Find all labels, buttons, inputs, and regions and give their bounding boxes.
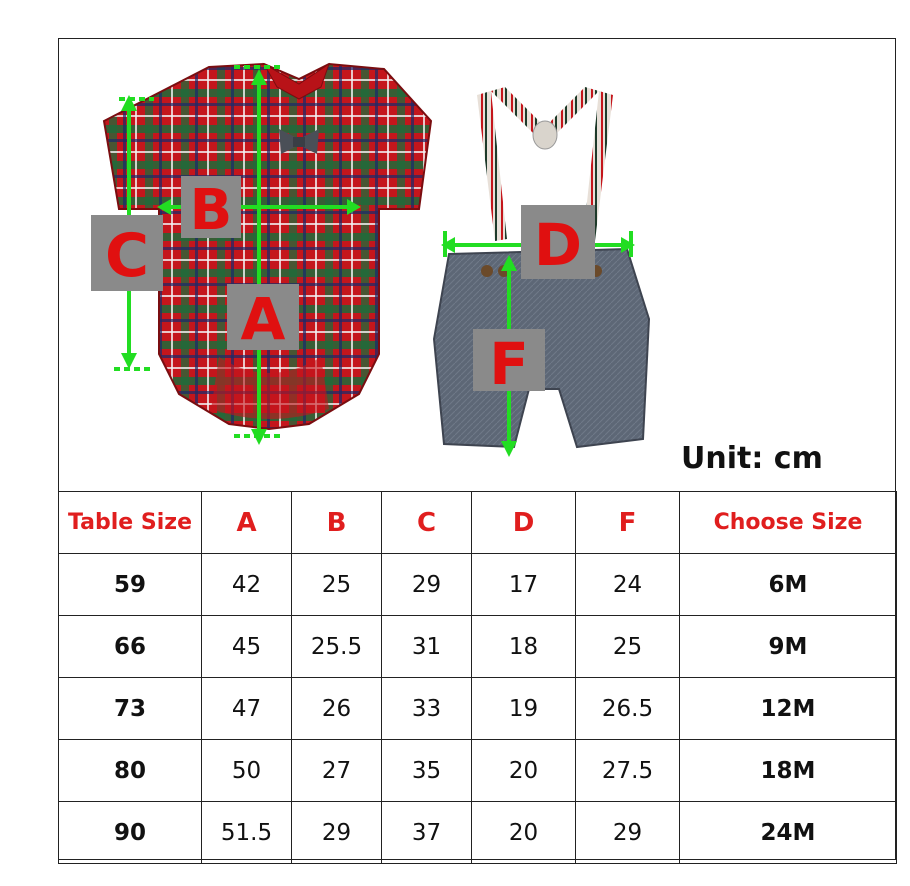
cell-b: 27 [292,740,382,802]
cell-choose-size: 6M [680,554,897,616]
cell-b: 25.5 [292,616,382,678]
table-row [59,616,897,678]
cell-f: 24 [576,554,680,616]
cell-c: 37 [382,802,472,864]
cell-d: 17 [472,554,576,616]
cell-table-size: 59 [59,554,202,616]
header-table-size: Table Size [59,492,202,554]
unit-label: Unit: cm [681,441,823,476]
cell-choose-size: 12M [680,678,897,740]
cell-table-size: 66 [59,616,202,678]
cell-d: 18 [472,616,576,678]
svg-text:D: D [533,211,583,279]
header-f: F [576,492,680,554]
cell-f: 27.5 [576,740,680,802]
header-d: D [472,492,576,554]
cell-c: 29 [382,554,472,616]
cell-b: 29 [292,802,382,864]
cell-a: 51.5 [202,802,292,864]
cell-c: 33 [382,678,472,740]
cell-f: 26.5 [576,678,680,740]
cell-b: 26 [292,678,382,740]
cell-choose-size: 18M [680,740,897,802]
cell-c: 31 [382,616,472,678]
cell-d: 20 [472,740,576,802]
cell-choose-size: 9M [680,616,897,678]
table-row [59,802,897,864]
cell-d: 20 [472,802,576,864]
label-d [521,205,595,279]
cell-table-size: 90 [59,802,202,864]
svg-text:C: C [104,221,150,291]
cell-a: 45 [202,616,292,678]
cell-table-size: 73 [59,678,202,740]
cell-f: 25 [576,616,680,678]
garment-illustration [59,39,895,491]
cell-d: 19 [472,678,576,740]
svg-text:F: F [489,330,529,398]
svg-text:B: B [189,178,233,243]
svg-text:A: A [240,285,286,353]
header-b: B [292,492,382,554]
table-row [59,678,897,740]
header-choose-size: Choose Size [680,492,897,554]
cell-a: 47 [202,678,292,740]
size-table [58,491,897,864]
label-c [91,215,163,291]
label-f [473,329,545,398]
size-chart [58,38,896,860]
label-a [227,284,299,353]
table-header-row [59,492,897,554]
cell-a: 50 [202,740,292,802]
cell-c: 35 [382,740,472,802]
label-b [181,176,241,243]
cell-b: 25 [292,554,382,616]
header-c: C [382,492,472,554]
cell-a: 42 [202,554,292,616]
header-a: A [202,492,292,554]
cell-choose-size: 24M [680,802,897,864]
cell-table-size: 80 [59,740,202,802]
table-row [59,740,897,802]
table-row [59,554,897,616]
cell-f: 29 [576,802,680,864]
